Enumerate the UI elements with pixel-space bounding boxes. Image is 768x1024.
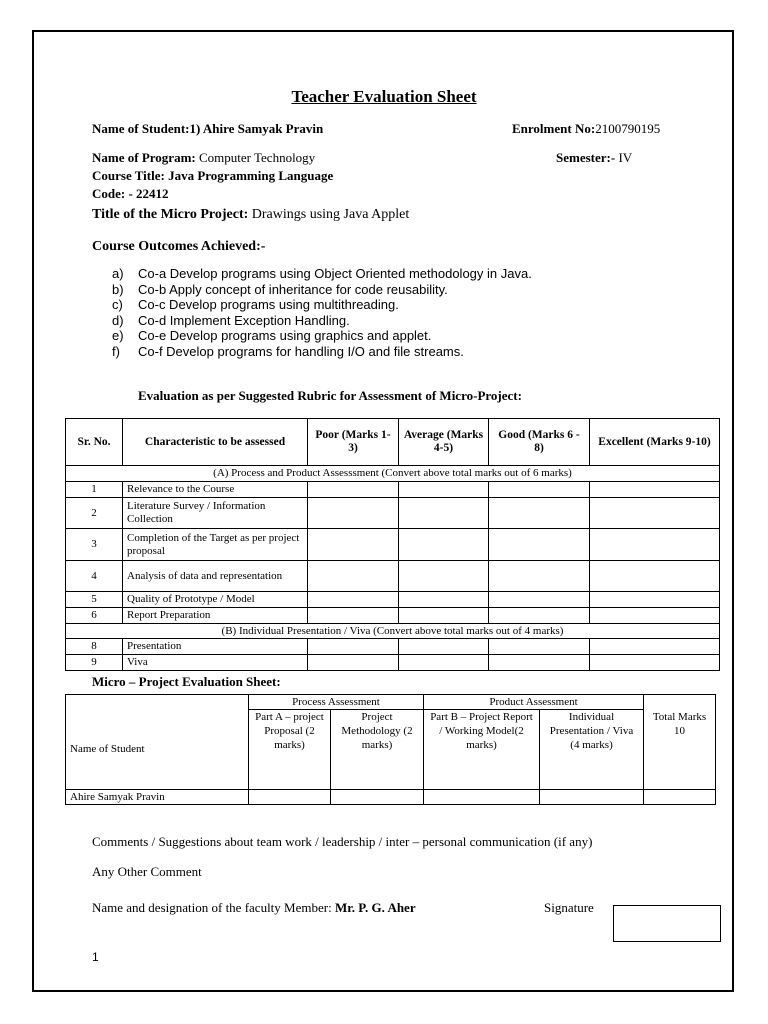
program-label: Name of Program:	[92, 150, 196, 165]
methodology-header: Project Methodology (2 marks)	[331, 710, 424, 790]
header-sr-no: Sr. No.	[66, 419, 123, 466]
outcome-item: b) Co-b Apply concept of inheritance for code reusability.	[112, 281, 448, 297]
enrolment-value: 2100790195	[595, 121, 661, 136]
semester-label: Semester:-	[556, 150, 616, 165]
student-name-cell: Ahire Samyak Pravin	[66, 790, 249, 805]
semester-value: IV	[615, 150, 633, 165]
table-row: 2 Literature Survey / Information Collection	[66, 498, 720, 529]
outcome-item: d) Co-d Implement Exception Handling.	[112, 312, 350, 328]
page-number: 1	[92, 950, 99, 964]
header-characteristic: Characteristic to be assessed	[123, 419, 308, 466]
micro-project-evaluation-table	[65, 694, 716, 805]
course-title-value: Java Programming Language	[164, 168, 334, 183]
faculty-value: Mr. P. G. Aher	[334, 900, 416, 915]
rubric-heading: Evaluation as per Suggested Rubric for Assessment of Micro-Project:	[138, 388, 522, 403]
signature-label: Signature	[544, 900, 594, 915]
code-label: Code:	[92, 186, 126, 201]
outcome-item: e) Co-e Develop programs using graphics and applet.	[112, 328, 432, 344]
page-title: Teacher Evaluation Sheet	[291, 87, 477, 106]
table-row: 8 Presentation	[66, 639, 720, 655]
product-assessment-header: Product Assessment	[424, 695, 644, 710]
table-row: 9 Viva	[66, 655, 720, 671]
faculty-label: Name and designation of the faculty Member:	[92, 900, 335, 915]
table-row: 4 Analysis of data and representation	[66, 561, 720, 592]
program-value: Computer Technology	[195, 150, 316, 165]
rubric-header-row	[66, 419, 720, 466]
rubric-table	[65, 418, 720, 671]
other-comment-line: Any Other Comment	[92, 864, 202, 879]
comments-line: Comments / Suggestions about team work / leadership / inter – personal communication (if any)	[92, 834, 593, 849]
code-line	[92, 186, 169, 202]
process-assessment-header: Process Assessment	[249, 695, 424, 710]
faculty-line	[92, 900, 416, 916]
student-line	[92, 121, 323, 137]
outcome-item: a) Co-a Develop programs using Object Oriented methodology in Java.	[112, 266, 532, 281]
section-b-row: (B) Individual Presentation / Viva (Convert above total marks out of 4 marks)	[66, 624, 720, 639]
student-label: Name of Student:	[92, 121, 190, 136]
table-row: 5 Quality of Prototype / Model	[66, 592, 720, 608]
signature-box[interactable]	[613, 905, 721, 942]
micro-project-label: Title of the Micro Project:	[92, 207, 249, 222]
header-excellent: Excellent (Marks 9-10)	[590, 419, 720, 466]
table-row: 3 Completion of the Target as per project proposal	[66, 529, 720, 561]
table-row	[66, 790, 716, 805]
header-good: Good (Marks 6 - 8)	[489, 419, 590, 466]
outcomes-heading: Course Outcomes Achieved:-	[92, 239, 266, 254]
micro-project-value: Drawings using Java Applet	[248, 207, 410, 222]
part-b-header: Part B – Project Report / Working Model(2 marks)	[424, 710, 540, 790]
course-title-line	[92, 168, 333, 184]
enrolment-line	[512, 121, 660, 137]
section-a-row: (A) Process and Product Assesssment (Convert above total marks out of 6 marks)	[66, 466, 720, 482]
header-poor: Poor (Marks 1-3)	[308, 419, 399, 466]
course-title-label: Course Title:	[92, 168, 165, 183]
total-header: Total Marks 10	[644, 710, 716, 790]
code-value: - 22412	[125, 186, 169, 201]
name-of-student-header: Name of Student	[66, 710, 249, 790]
micro-project-line	[92, 207, 409, 223]
header-average: Average (Marks 4-5)	[399, 419, 489, 466]
outcomes-list	[112, 266, 532, 360]
student-value: 1) Ahire Samyak Pravin	[189, 121, 324, 136]
outcome-item: f) Co-f Develop programs for handling I/O and file streams.	[112, 343, 464, 359]
program-line	[92, 150, 315, 166]
part-a-header: Part A – project Proposal (2 marks)	[249, 710, 331, 790]
table-row: 6 Report Preparation	[66, 608, 720, 624]
enrolment-label: Enrolment No:	[512, 121, 596, 136]
outcome-item: c) Co-c Develop programs using multithreading.	[112, 297, 399, 313]
semester-line	[556, 150, 632, 166]
mpe-heading: Micro – Project Evaluation Sheet:	[92, 674, 281, 689]
table-row: 1 Relevance to the Course	[66, 482, 720, 498]
individual-header: Individual Presentation / Viva (4 marks)	[540, 710, 644, 790]
